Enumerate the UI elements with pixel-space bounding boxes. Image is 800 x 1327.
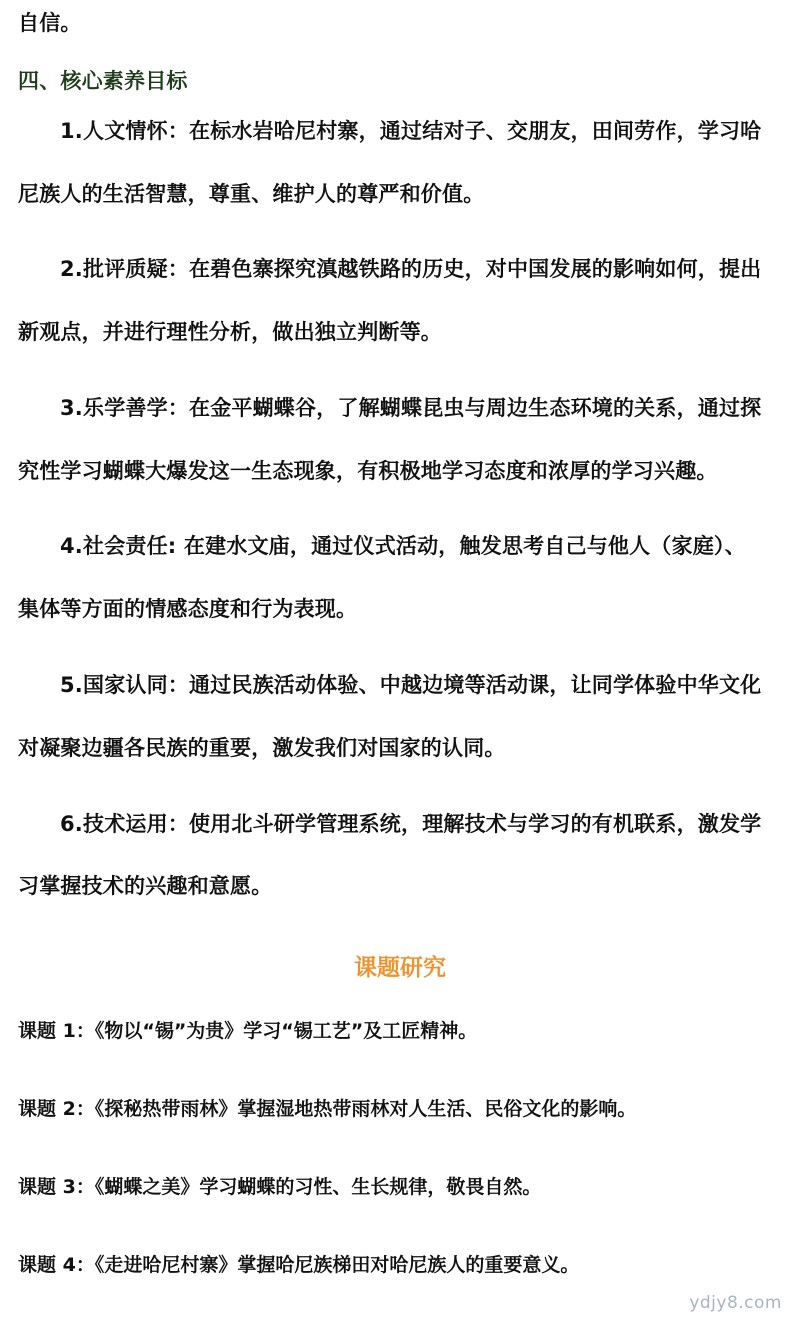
intro-tail-text: 自信。 bbox=[18, 11, 82, 35]
topic-item-2: 课题 2：《探秘热带雨林》掌握湿地热带雨林对人生活、民俗文化的影响。 bbox=[18, 1098, 637, 1120]
goal-4-line-2: 集体等方面的情感态度和行为表现。 bbox=[18, 597, 358, 621]
topic-item-4: 课题 4：《走进哈尼村寨》掌握哈尼族梯田对哈尼族人的重要意义。 bbox=[18, 1254, 580, 1276]
site-watermark: ydjy8.com bbox=[689, 1293, 782, 1313]
research-section-title: 课题研究 bbox=[354, 955, 446, 981]
goal-6-line-2: 习掌握技术的兴趣和意愿。 bbox=[18, 874, 273, 898]
goal-5-line-1: 5.国家认同：通过民族活动体验、中越边境等活动课，让同学体验中华文化 bbox=[60, 673, 762, 697]
goal-2-line-1: 2.批评质疑：在碧色寨探究滇越铁路的历史，对中国发展的影响如何，提出 bbox=[60, 257, 762, 281]
goal-1-line-2: 尼族人的生活智慧，尊重、维护人的尊严和价值。 bbox=[18, 182, 485, 206]
goal-3-line-2: 究性学习蝴蝶大爆发这一生态现象，有积极地学习态度和浓厚的学习兴趣。 bbox=[18, 459, 718, 483]
goal-1-line-1: 1.人文情怀：在标水岩哈尼村寨，通过结对子、交朋友，田间劳作，学习哈 bbox=[60, 119, 762, 143]
goal-2-line-2: 新观点，并进行理性分析，做出独立判断等。 bbox=[18, 320, 442, 344]
topic-item-3: 课题 3：《蝴蝶之美》学习蝴蝶的习性、生长规律，敬畏自然。 bbox=[18, 1176, 542, 1198]
goal-4-line-1: 4.社会责任: 在建水文庙，通过仪式活动，触发思考自己与他人（家庭）、 bbox=[60, 534, 746, 558]
section-heading-core-goals: 四、核心素养目标 bbox=[18, 69, 188, 93]
topic-item-1: 课题 1：《物以“锡”为贵》学习“锡工艺”及工匠精神。 bbox=[18, 1020, 478, 1042]
goal-3-line-1: 3.乐学善学：在金平蝴蝶谷，了解蝴蝶昆虫与周边生态环境的关系，通过探 bbox=[60, 396, 762, 420]
goal-6-line-1: 6.技术运用：使用北斗研学管理系统，理解技术与学习的有机联系，激发学 bbox=[60, 812, 762, 836]
goal-5-line-2: 对凝聚边疆各民族的重要，激发我们对国家的认同。 bbox=[18, 736, 506, 760]
